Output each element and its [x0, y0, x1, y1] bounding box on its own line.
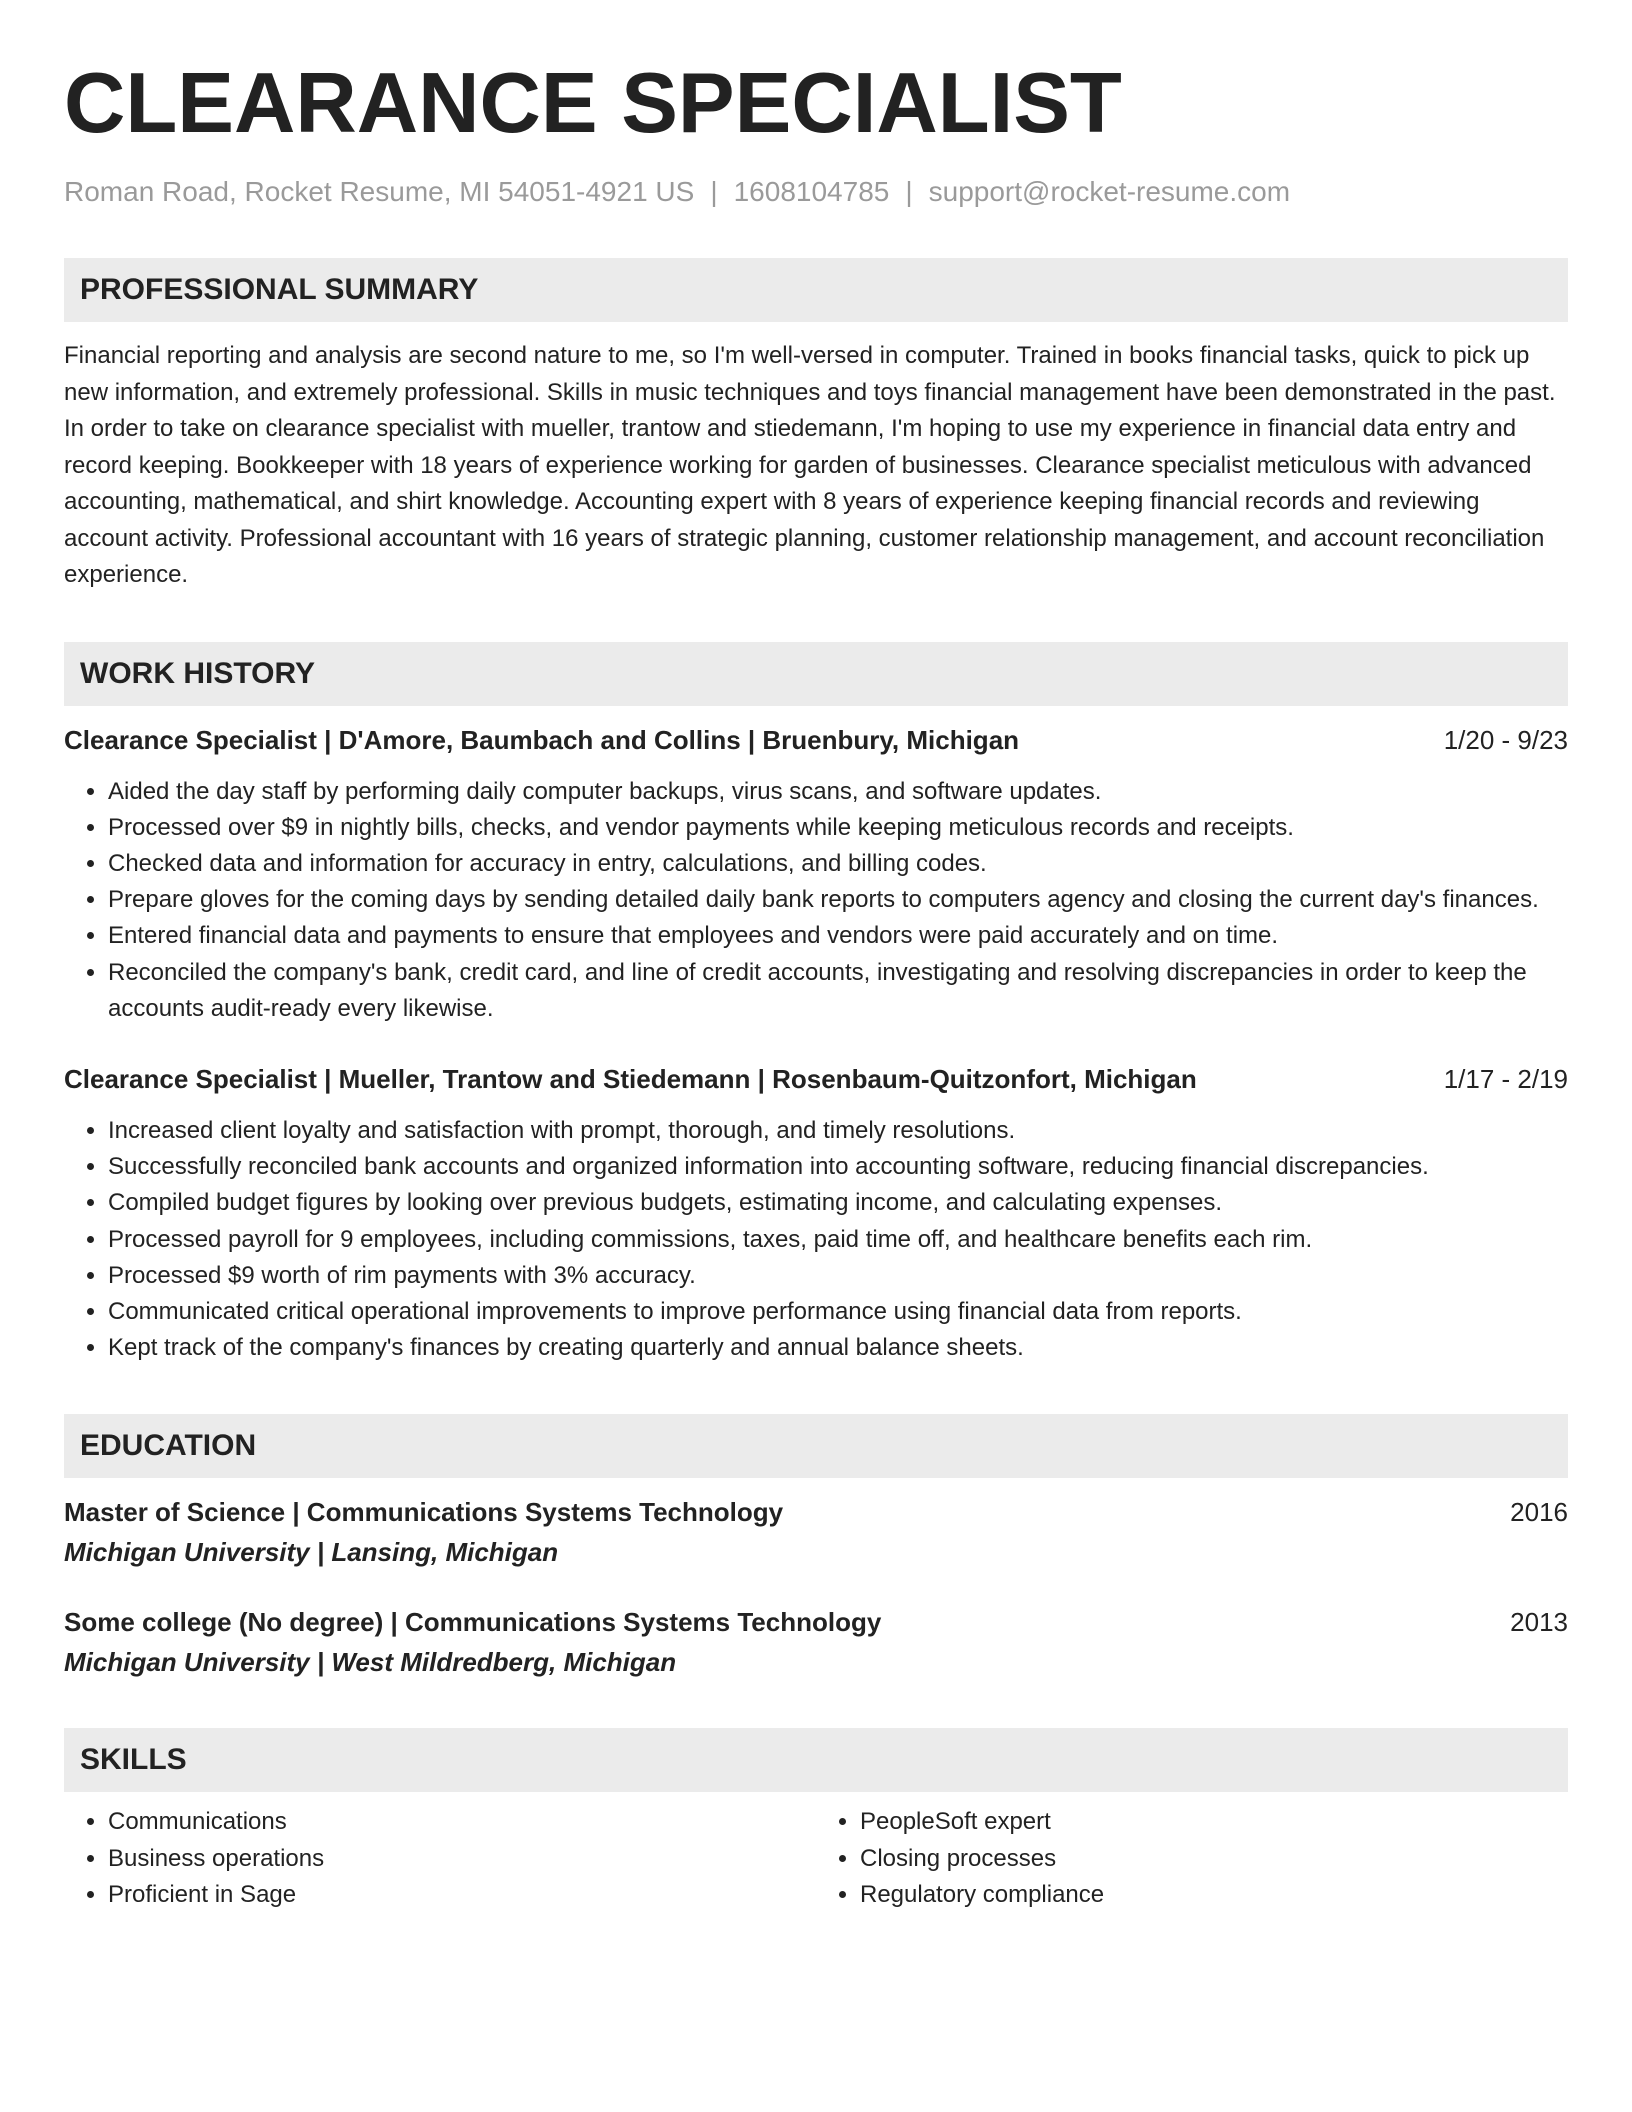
- skills-list: [64, 1804, 1568, 1914]
- contact-line: [64, 174, 1568, 210]
- education-entry: [64, 1494, 1568, 1570]
- summary-text: Financial reporting and analysis are second nature to me, so I'm well-versed in computer. Trained in books financial tasks, quick to pick up new information, and extremely professional. Skills in music techniques and toys financial management have been demonstrated in the past. In order to take on clearance specialist with mueller, trantow and stiedemann, I'm hoping to use my experience in financial data entry and record keeping. Bookkeeper with 18 years of experience working for garden of businesses. Clearance specialist meticulous with advanced accounting, mathematical, and shirt knowledge. Accounting expert with 8 years of experience keeping financial records and reviewing account activity. Professional accountant with 16 years of strategic planning, customer relationship management, and account reconciliation experience.: [64, 342, 1556, 588]
- job-header: [64, 722, 1568, 758]
- education-header: [64, 1494, 1568, 1530]
- education-school: Michigan University | Lansing, Michigan: [64, 1537, 559, 1568]
- section-heading-summary: PROFESSIONAL SUMMARY: [64, 258, 1568, 322]
- skill-item: • Business operations: [108, 1841, 816, 1878]
- contact-email[interactable]: support@rocket-resume.com: [928, 176, 1291, 207]
- job-bullets: [64, 1113, 1568, 1366]
- job-bullet: • Reconciled the company's bank, credit card, and line of credit accounts, investigating and resolving discrepancies in order to keep the accounts audit-ready every likewise.: [108, 955, 1568, 1027]
- job-bullet: • Communicated critical operational improvements to improve performance using financial data from reports.: [108, 1294, 1568, 1330]
- job-bullet: • Compiled budget figures by looking over previous budgets, estimating income, and calculating expenses.: [108, 1185, 1568, 1221]
- education-degree: Master of Science | Communications Systems Technology: [64, 1497, 784, 1528]
- job-bullet: • Aided the day staff by performing daily computer backups, virus scans, and software updates.: [108, 774, 1568, 810]
- skill-item: • Communications: [108, 1804, 816, 1841]
- section-heading-skills: SKILLS: [64, 1728, 1568, 1792]
- job-bullet: • Successfully reconciled bank accounts and organized information into accounting software, reducing financial discrepancies.: [108, 1149, 1568, 1185]
- job-title: Clearance Specialist | Mueller, Trantow and Stiedemann | Rosenbaum-Quitzonfort, Michigan: [64, 1063, 1197, 1094]
- section-heading-work-history: WORK HISTORY: [64, 642, 1568, 706]
- candidate-name: CLEARANCE SPECIALIST: [64, 56, 1122, 151]
- job-bullet: • Kept track of the company's finances by creating quarterly and annual balance sheets.: [108, 1330, 1568, 1366]
- skill-item: • PeopleSoft expert: [860, 1804, 1568, 1841]
- education-header: [64, 1604, 1568, 1640]
- job-bullet: • Checked data and information for accuracy in entry, calculations, and billing codes.: [108, 846, 1568, 882]
- education-year: 2013: [1510, 1607, 1568, 1638]
- job-bullet: • Processed $9 worth of rim payments with 3% accuracy.: [108, 1258, 1568, 1294]
- job-dates: 1/17 - 2/19: [1443, 1063, 1568, 1094]
- contact-separator: |: [905, 176, 913, 207]
- job-bullet: • Increased client loyalty and satisfaction with prompt, thorough, and timely resolutions.: [108, 1113, 1568, 1149]
- education-school: Michigan University | West Mildredberg, Michigan: [64, 1647, 677, 1678]
- skill-item: • Proficient in Sage: [108, 1877, 816, 1914]
- job-bullets: [64, 774, 1568, 1027]
- education-entry: [64, 1604, 1568, 1680]
- job-bullet: • Processed payroll for 9 employees, including commissions, taxes, paid time off, and healthcare benefits each rim.: [108, 1222, 1568, 1258]
- skills-column-right: [816, 1804, 1568, 1914]
- job-bullet: • Entered financial data and payments to ensure that employees and vendors were paid accurately and on time.: [108, 918, 1568, 954]
- skill-item: • Regulatory compliance: [860, 1877, 1568, 1914]
- education-degree: Some college (No degree) | Communications Systems Technology: [64, 1607, 882, 1638]
- job-bullet: • Prepare gloves for the coming days by sending detailed daily bank reports to computers agency and closing the current day's finances.: [108, 882, 1568, 918]
- job-title: Clearance Specialist | D'Amore, Baumbach and Collins | Bruenbury, Michigan: [64, 724, 1020, 755]
- job-dates: 1/20 - 9/23: [1443, 724, 1568, 755]
- job-entry: [64, 1061, 1568, 1366]
- job-entry: [64, 722, 1568, 1027]
- job-header: [64, 1061, 1568, 1097]
- job-bullet: • Processed over $9 in nightly bills, checks, and vendor payments while keeping meticulous records and receipts.: [108, 810, 1568, 846]
- contact-separator: |: [710, 176, 718, 207]
- contact-address: Roman Road, Rocket Resume, MI 54051-4921 US: [64, 176, 695, 207]
- skill-item: • Closing processes: [860, 1841, 1568, 1878]
- education-year: 2016: [1510, 1497, 1568, 1528]
- contact-phone: 1608104785: [733, 176, 890, 207]
- skills-column-left: [64, 1804, 816, 1914]
- section-heading-education: EDUCATION: [64, 1414, 1568, 1478]
